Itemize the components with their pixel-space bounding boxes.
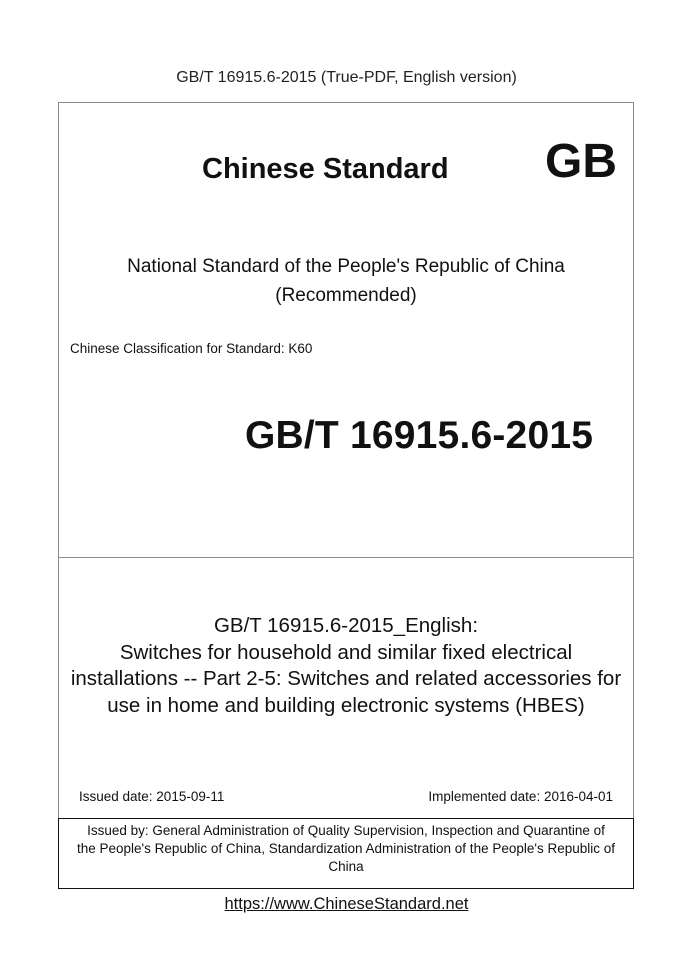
issuer-line: Issued by: General Administration of Quality Supervision, Inspection and Quarantine of xyxy=(87,823,605,838)
issuer-text xyxy=(60,822,632,876)
standard-description xyxy=(60,613,632,719)
description-line: installations -- Part 2-5: Switches and related accessories for xyxy=(70,667,622,690)
gb-logo-text: GB xyxy=(545,135,617,188)
national-standard-heading xyxy=(58,252,634,310)
document-header: GB/T 16915.6-2015 (True-PDF, English version) xyxy=(176,69,517,86)
classification-label: Chinese Classification for Standard: K60 xyxy=(70,341,313,356)
recommended-line: (Recommended) xyxy=(275,285,417,306)
issued-date: Issued date: 2015-09-11 xyxy=(79,789,225,804)
website-link[interactable]: https://www.ChineseStandard.net xyxy=(224,895,469,913)
national-standard-line: National Standard of the People's Republic of China xyxy=(127,256,565,277)
issuer-line: the People's Republic of China, Standardization Administration of the People's Republic of xyxy=(77,841,615,856)
cover-title: Chinese Standard xyxy=(202,153,449,185)
description-line: Switches for household and similar fixed electrical xyxy=(119,640,573,664)
issuer-line: China xyxy=(328,859,364,874)
standard-number: GB/T 16915.6-2015 xyxy=(245,414,594,457)
description-line: use in home and building electronic systems (HBES) xyxy=(107,693,585,717)
description-line: GB/T 16915.6-2015_English: xyxy=(213,614,479,637)
implemented-date: Implemented date: 2016-04-01 xyxy=(428,789,613,804)
